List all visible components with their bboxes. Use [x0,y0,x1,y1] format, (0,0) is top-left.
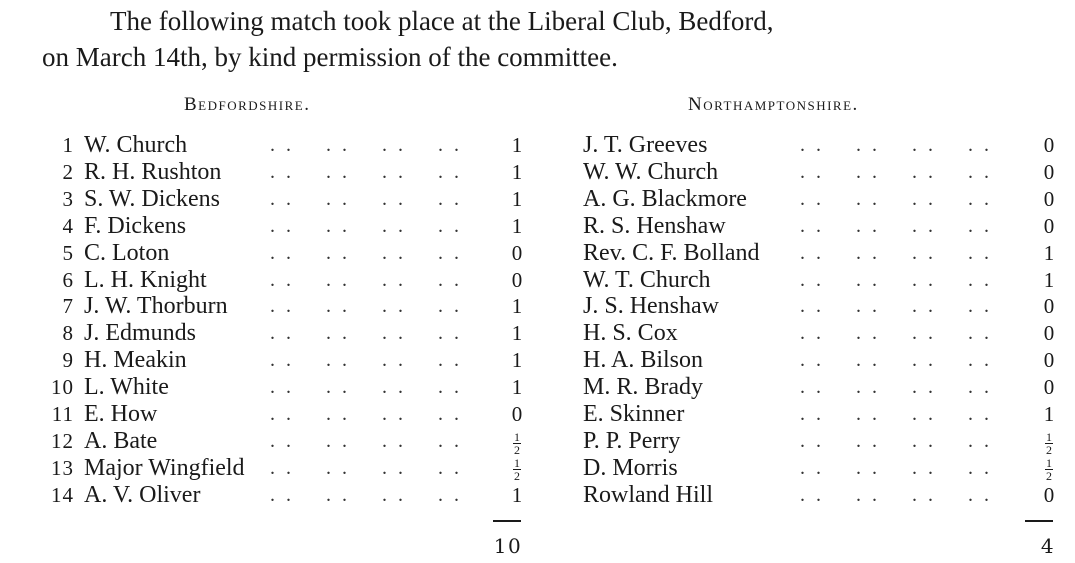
leader-dot-pair: . . [912,268,936,291]
total-bedfordshire: 10 [493,534,523,558]
board-number: 12 [51,428,74,453]
leader-dot-pair: . . [438,160,462,183]
leader-dot-pair: . . [800,241,824,264]
player-row [0,428,530,455]
leader-dot-pair: . . [856,349,880,372]
leader-dot-pair: . . [270,187,294,210]
half-fraction: $\frac{1}{2}$ [1046,456,1052,484]
player-name: W. Church [84,132,188,158]
player-score [502,455,532,482]
player-row [0,213,530,240]
leader-dot-pair: . . [382,295,406,318]
leader-dot-pair: . . [800,322,824,345]
leader-dot-pair: . . [382,403,406,425]
leader-dots [0,401,530,428]
player-row [0,347,530,374]
leader-dots [0,186,530,213]
player-name: J. T. Greeves [583,132,708,158]
board-number: 14 [51,482,74,507]
player-name: S. W. Dickens [84,185,221,212]
player-row [0,132,530,159]
player-score: 1 [511,348,523,373]
board-number: 4 [62,213,74,238]
player-score [1034,455,1064,482]
player-score: 1 [511,133,523,157]
leader-dot-pair: . . [856,456,880,479]
leader-dot-pair: . . [912,376,936,399]
leader-dot-pair: . . [800,403,824,425]
player-name: R. S. Henshaw [583,212,726,239]
board-number: 2 [62,159,74,184]
player-name: Rev. C. F. Bolland [583,239,760,266]
player-row [560,159,1075,186]
leader-dot-pair: . . [912,160,936,183]
leader-dot-pair: . . [326,322,350,345]
leader-dot-pair: . . [326,349,350,372]
leader-dot-pair: . . [856,187,880,210]
leader-dots [0,132,530,159]
player-name: Rowland Hill [583,481,713,508]
leader-dot-pair: . . [912,456,936,479]
player-name: D. Morris [583,454,678,481]
player-row [0,320,530,347]
leader-dot-pair: . . [856,376,880,399]
player-score [1034,428,1064,455]
player-score: 0 [511,267,523,292]
player-row [0,374,530,401]
leader-dot-pair: . . [382,429,406,452]
leader-dots [0,267,530,294]
leader-dot-pair: . . [912,295,936,318]
leader-dot-pair: . . [968,483,992,506]
player-score: 1 [511,186,523,211]
leader-dots [0,159,530,186]
leader-dot-pair: . . [968,160,992,183]
player-row [560,320,1075,347]
leader-dot-pair: . . [438,187,462,210]
leader-dot-pair: . . [382,268,406,291]
board-number: 13 [51,455,74,480]
player-name: P. P. Perry [583,427,681,454]
player-score: 0 [1043,159,1055,184]
player-row [0,159,530,186]
leader-dots [0,428,530,455]
player-score: 1 [511,321,523,346]
player-name: H. Meakin [84,347,187,374]
leader-dot-pair: . . [438,268,462,291]
leader-dot-pair: . . [856,241,880,264]
leader-dots [0,240,530,267]
player-name: J. W. Thorburn [84,293,228,320]
player-score: 1 [511,482,523,507]
player-row [560,293,1075,320]
player-name: E. Skinner [583,401,685,427]
board-number: 8 [62,321,74,346]
player-row [560,347,1075,374]
leader-dot-pair: . . [912,349,936,372]
leader-dot-pair: . . [968,376,992,399]
player-row [560,401,1075,428]
intro-line-1: The following match took place at the Liberal Club, Bedford, [110,6,774,36]
leader-dots [0,455,530,482]
leader-dot-pair: . . [800,214,824,237]
leader-dot-pair: . . [856,160,880,183]
intro-line-2: on March 14th, by kind permission of the committee. [42,42,618,72]
leader-dot-pair: . . [382,456,406,479]
leader-dot-pair: . . [912,187,936,210]
player-name: A. V. Oliver [84,481,201,508]
board-number: 6 [62,267,74,292]
player-score: 0 [1043,321,1055,346]
player-name: W. W. Church [583,158,719,185]
leader-dot-pair: . . [270,134,294,156]
leader-dot-pair: . . [800,295,824,318]
team-heading-bedfordshire: Bedfordshire. [184,94,311,115]
leader-dot-pair: . . [438,134,462,156]
leader-dot-pair: . . [912,403,936,425]
player-name: A. Bate [84,427,158,454]
leader-dot-pair: . . [326,376,350,399]
leader-dot-pair: . . [438,322,462,345]
leader-dots [0,213,530,240]
leader-dot-pair: . . [326,134,350,156]
leader-dot-pair: . . [856,403,880,425]
leader-dot-pair: . . [800,187,824,210]
half-fraction: $\frac{1}{2}$ [514,429,520,457]
player-row [0,267,530,294]
player-name: H. A. Bilson [583,347,704,374]
leader-dot-pair: . . [800,349,824,372]
leader-dot-pair: . . [800,160,824,183]
player-name: Major Wingfield [84,454,245,481]
player-score: 0 [511,240,523,265]
leader-dot-pair: . . [800,134,824,156]
leader-dot-pair: . . [968,268,992,291]
leader-dot-pair: . . [438,403,462,425]
player-row [560,374,1075,401]
player-score: 1 [511,294,523,319]
player-score: 0 [1043,375,1055,400]
player-score: 0 [511,402,523,426]
leader-dot-pair: . . [968,322,992,345]
leader-dot-pair: . . [912,429,936,452]
leader-dot-pair: . . [438,456,462,479]
leader-dot-pair: . . [968,295,992,318]
leader-dot-pair: . . [968,187,992,210]
board-number: 11 [51,402,74,426]
leader-dot-pair: . . [912,322,936,345]
leader-dot-pair: . . [968,403,992,425]
leader-dot-pair: . . [438,429,462,452]
leader-dot-pair: . . [856,429,880,452]
leader-dot-pair: . . [270,160,294,183]
player-score: 0 [1043,186,1055,211]
leader-dot-pair: . . [326,268,350,291]
player-row [560,455,1075,482]
player-row [560,428,1075,455]
leader-dot-pair: . . [270,268,294,291]
leader-dot-pair: . . [382,322,406,345]
leader-dot-pair: . . [856,268,880,291]
player-name: L. H. Knight [84,266,207,293]
board-number: 3 [62,186,74,211]
leader-dot-pair: . . [270,456,294,479]
leader-dot-pair: . . [326,429,350,452]
leader-dot-pair: . . [800,268,824,291]
leader-dot-pair: . . [382,483,406,506]
leader-dot-pair: . . [326,295,350,318]
leader-dot-pair: . . [382,187,406,210]
player-score: 1 [1043,240,1055,265]
leader-dot-pair: . . [912,134,936,156]
player-name: E. How [84,401,158,427]
leader-dot-pair: . . [270,429,294,452]
player-row [0,455,530,482]
leader-dot-pair: . . [912,241,936,264]
leader-dot-pair: . . [270,295,294,318]
leader-dot-pair: . . [326,187,350,210]
player-row [560,240,1075,267]
player-name: J. S. Henshaw [583,293,719,320]
leader-dot-pair: . . [968,349,992,372]
leader-dot-pair: . . [968,241,992,264]
leader-dot-pair: . . [326,160,350,183]
leader-dot-pair: . . [800,376,824,399]
total-rule-bedfordshire [493,520,521,522]
total-rule-northamptonshire [1025,520,1053,522]
leader-dot-pair: . . [270,241,294,264]
player-score: 1 [1043,402,1055,426]
player-name: H. S. Cox [583,320,678,347]
leader-dot-pair: . . [438,214,462,237]
leader-dot-pair: . . [270,214,294,237]
leader-dot-pair: . . [382,160,406,183]
leader-dot-pair: . . [800,456,824,479]
player-row [560,482,1075,509]
leader-dot-pair: . . [800,429,824,452]
leader-dot-pair: . . [968,456,992,479]
leader-dots [0,320,530,347]
player-row [0,401,530,428]
leader-dot-pair: . . [382,134,406,156]
leader-dot-pair: . . [326,456,350,479]
leader-dot-pair: . . [270,349,294,372]
player-name: C. Loton [84,239,170,266]
board-number: 9 [62,348,74,373]
player-name: L. White [84,374,169,401]
player-score: 1 [511,213,523,238]
board-number: 7 [62,294,74,319]
board-number: 5 [62,240,74,265]
leader-dot-pair: . . [270,483,294,506]
half-fraction: $\frac{1}{2}$ [1046,429,1052,457]
half-fraction: $\frac{1}{2}$ [514,456,520,484]
player-row [0,293,530,320]
board-number: 10 [51,375,74,400]
leader-dot-pair: . . [438,483,462,506]
player-name: R. H. Rushton [84,158,222,185]
player-score: 1 [511,375,523,400]
leader-dot-pair: . . [856,134,880,156]
player-row [0,482,530,509]
player-name: F. Dickens [84,212,187,239]
leader-dot-pair: . . [326,214,350,237]
player-score: 0 [1043,133,1055,157]
total-northamptonshire: 4 [1040,534,1056,558]
player-row [560,213,1075,240]
player-name: M. R. Brady [583,374,703,401]
player-row [560,132,1075,159]
leader-dot-pair: . . [968,134,992,156]
leader-dot-pair: . . [438,241,462,264]
team-heading-northamptonshire: Northamptonshire. [688,94,859,115]
player-score: 1 [511,159,523,184]
board-number: 1 [62,133,74,157]
leader-dot-pair: . . [800,483,824,506]
player-score [502,428,532,455]
leader-dot-pair: . . [326,403,350,425]
player-name: W. T. Church [583,266,711,293]
leader-dot-pair: . . [382,241,406,264]
player-row [560,267,1075,294]
leader-dot-pair: . . [856,322,880,345]
leader-dot-pair: . . [912,214,936,237]
player-row [0,186,530,213]
leader-dot-pair: . . [438,376,462,399]
player-score: 0 [1043,348,1055,373]
player-row [0,240,530,267]
leader-dots [0,374,530,401]
leader-dot-pair: . . [382,376,406,399]
leader-dot-pair: . . [326,483,350,506]
player-score: 0 [1043,294,1055,319]
leader-dot-pair: . . [382,349,406,372]
player-score: 1 [1043,267,1055,292]
leader-dot-pair: . . [270,403,294,425]
leader-dot-pair: . . [856,483,880,506]
leader-dots [0,293,530,320]
leader-dot-pair: . . [270,322,294,345]
leader-dot-pair: . . [326,241,350,264]
leader-dots [0,347,530,374]
leader-dot-pair: . . [270,376,294,399]
leader-dot-pair: . . [968,429,992,452]
player-row [560,186,1075,213]
player-score: 0 [1043,482,1055,507]
leader-dot-pair: . . [438,295,462,318]
player-score: 0 [1043,213,1055,238]
leader-dot-pair: . . [968,214,992,237]
leader-dots [0,482,530,509]
leader-dot-pair: . . [912,483,936,506]
player-name: J. Edmunds [84,320,197,347]
leader-dot-pair: . . [438,349,462,372]
leader-dot-pair: . . [856,295,880,318]
leader-dot-pair: . . [382,214,406,237]
leader-dot-pair: . . [856,214,880,237]
player-name: A. G. Blackmore [583,185,747,212]
intro-paragraph [0,0,1075,80]
